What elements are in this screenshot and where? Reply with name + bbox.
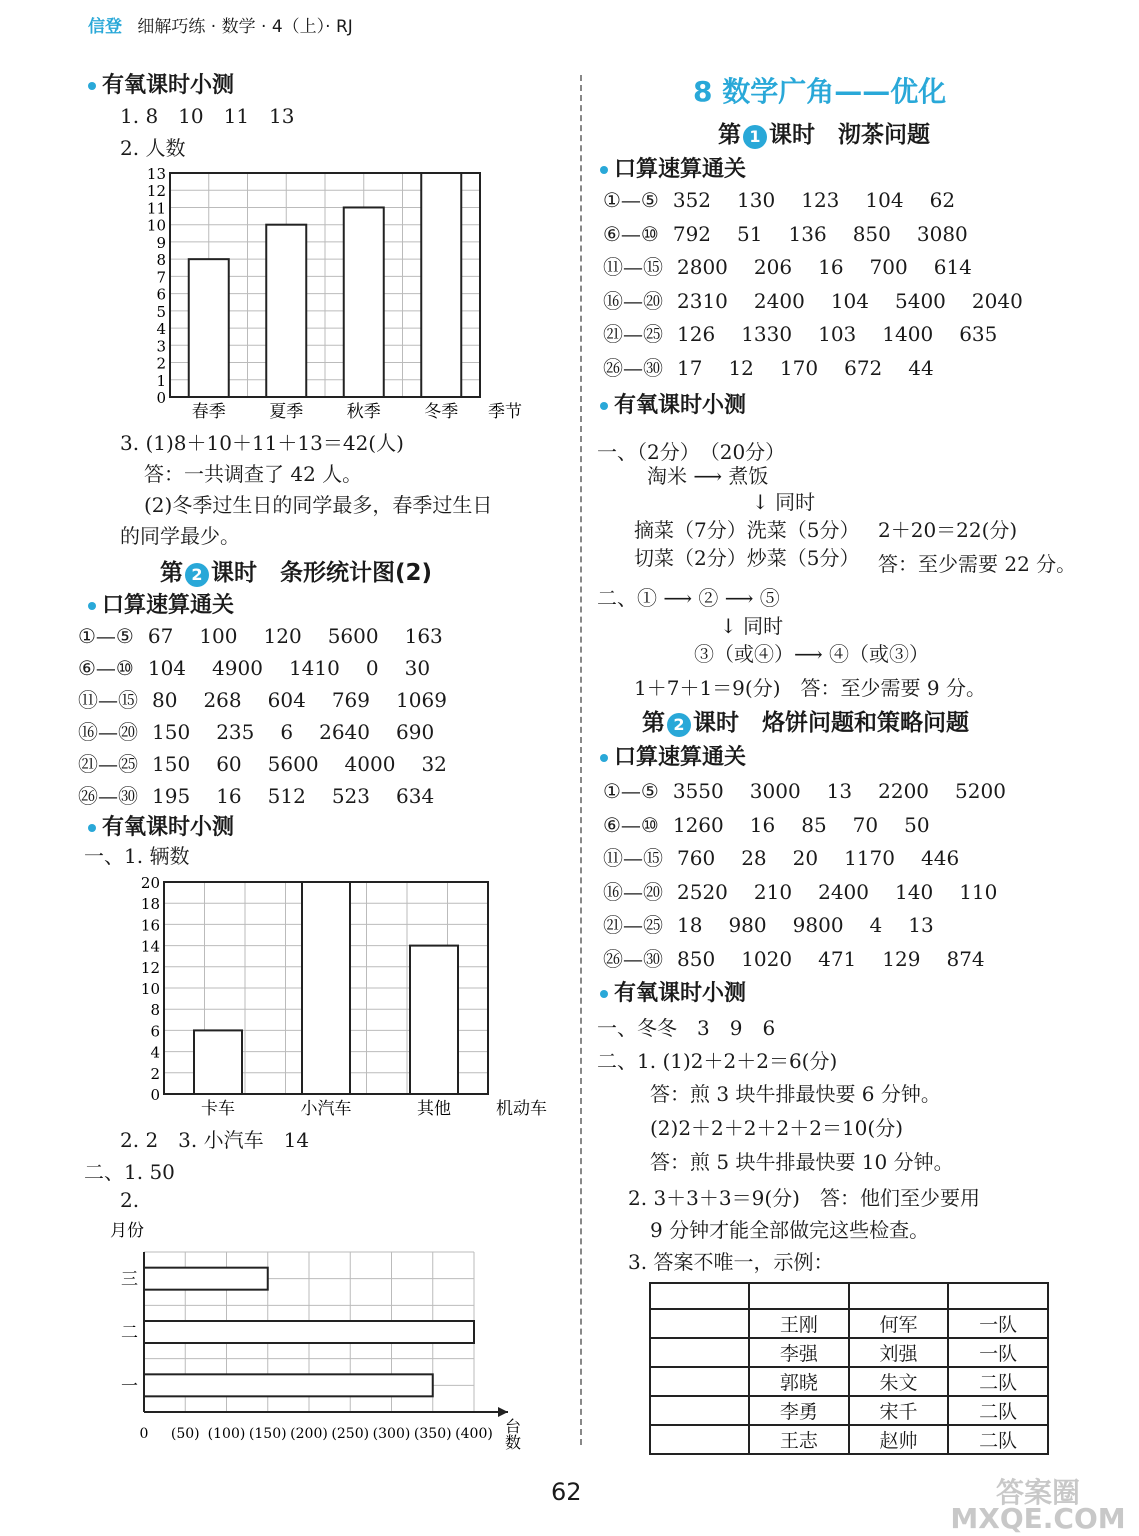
drill-value: 16 — [749, 812, 776, 837]
answer-line: 2. 3＋3＋3＝9(分) 答：他们至少要用 — [628, 1186, 980, 1210]
drill-row — [603, 285, 1049, 319]
drill-value: 120 — [263, 624, 302, 648]
lesson-prefix: 第 — [642, 710, 665, 736]
answer-line: 一、冬冬 3 9 6 — [597, 1016, 776, 1040]
table-cell — [849, 1283, 949, 1309]
drill-value: 210 — [753, 879, 793, 904]
drill-value: 1170 — [844, 846, 895, 871]
drill-row — [603, 909, 1032, 943]
drill-value: 140 — [895, 879, 934, 904]
drill-row — [603, 184, 1049, 218]
team-table — [649, 1282, 1049, 1455]
answer-line: 一、（2分） （20分） — [597, 440, 786, 464]
table-cell: 郭晓 — [749, 1367, 849, 1396]
x-tick-label: (250) — [331, 1426, 370, 1442]
y-tick-label: 5 — [156, 302, 166, 321]
answer-line: 一、1. 辆数 — [84, 844, 190, 868]
drill-value: 446 — [921, 846, 960, 871]
y-tick-label: 10 — [146, 216, 166, 235]
y-tick-label: 8 — [156, 251, 166, 270]
table-cell — [650, 1425, 749, 1454]
drill-label: ⑥—⑩ — [603, 221, 659, 246]
y-tick-label: 7 — [156, 268, 166, 287]
lesson-title — [718, 116, 930, 149]
drill-value: 2310 — [677, 288, 728, 313]
drill-label: ①—⑤ — [603, 779, 659, 803]
drill-value: 471 — [818, 946, 857, 971]
y-tick-label: 2 — [150, 1064, 160, 1083]
drill-value: 5400 — [895, 288, 946, 313]
drill-value: 634 — [396, 784, 435, 808]
watermark: 答案圈 MXQE.COM — [950, 1476, 1126, 1535]
drill-value: 352 — [672, 188, 712, 212]
answer-line: 答：至少需要 22 分。 — [878, 552, 1077, 576]
answer-line — [720, 610, 783, 639]
table-row — [650, 1309, 1048, 1338]
table-cell — [650, 1309, 749, 1338]
page-number: 62 — [551, 1478, 582, 1506]
table-cell: 宋千 — [849, 1396, 949, 1425]
drill-value: 2040 — [971, 288, 1023, 313]
drill-list — [603, 184, 1049, 386]
section-title: 口算速算通关 — [600, 740, 746, 771]
axis-arrow-icon — [498, 1407, 508, 1417]
drill-value: 12 — [728, 355, 754, 380]
y-tick-label: 0 — [156, 389, 166, 407]
answer-line: 答：煎 5 块牛排最快要 10 分钟。 — [650, 1150, 954, 1174]
x-tick-label: (400) — [455, 1426, 493, 1442]
table-cell — [650, 1338, 749, 1367]
y-tick-label: 12 — [146, 182, 166, 201]
drill-row — [603, 318, 1049, 352]
x-tick-label: (50) — [170, 1426, 200, 1442]
drill-value: 769 — [331, 688, 371, 712]
answer-line: 淘米 ⟶ 煮饭 — [647, 464, 769, 488]
table-cell: 一队 — [948, 1338, 1048, 1367]
drill-row — [603, 943, 1032, 977]
drill-value: 130 — [737, 188, 776, 212]
answer-line: 答：煎 3 块牛排最快要 6 分钟。 — [650, 1082, 941, 1106]
x-tick-label: 冬季 — [424, 402, 459, 422]
bar — [189, 259, 229, 397]
y-tick-label: 12 — [140, 958, 160, 977]
drill-value: 268 — [203, 688, 242, 712]
drill-value: 163 — [404, 624, 443, 648]
drill-value: 2800 — [677, 255, 728, 280]
table-cell: 二队 — [948, 1367, 1048, 1396]
bar — [302, 882, 350, 1094]
drill-value: 9800 — [792, 913, 844, 938]
drill-value: 2400 — [753, 288, 805, 313]
drill-value: 16 — [216, 784, 242, 808]
drill-value: 760 — [677, 846, 716, 871]
drill-label: ㉖—㉚ — [603, 355, 663, 380]
answer-line: 2. — [120, 1188, 140, 1212]
x-tick-label: (150) — [248, 1426, 287, 1442]
y-tick-label: 0 — [150, 1086, 160, 1104]
y-tick-label: 13 — [146, 165, 166, 183]
table-cell: 王刚 — [749, 1309, 849, 1338]
drill-value: 874 — [946, 946, 985, 971]
answer-line: 2＋20＝22(分) — [878, 518, 1018, 542]
drill-value: 20 — [792, 846, 819, 871]
drill-value: 4000 — [344, 752, 396, 776]
table-cell: 刘强 — [849, 1338, 949, 1367]
y-tick-label: 6 — [156, 285, 166, 304]
drill-value: 3550 — [672, 779, 724, 803]
drill-value: 0 — [365, 656, 379, 680]
drill-value: 792 — [672, 221, 712, 246]
drill-row — [603, 218, 1049, 252]
answer-line: 答：一共调查了 42 人。 — [144, 462, 363, 486]
x-axis-label: 季节 — [488, 402, 522, 422]
y-tick-label: 3 — [156, 337, 166, 356]
drill-value: 62 — [929, 188, 956, 212]
drill-value: 635 — [959, 322, 998, 347]
table-cell — [650, 1283, 749, 1309]
drill-row — [78, 780, 473, 812]
lesson-number: 1 — [743, 125, 767, 149]
bar — [144, 1374, 433, 1396]
answer-line: 二、1. 50 — [84, 1160, 175, 1184]
table-cell: 王志 — [749, 1425, 849, 1454]
lesson-prefix: 第 — [718, 122, 741, 148]
drill-label: ㉑—㉕ — [78, 752, 138, 776]
x-tick-label: (100) — [207, 1426, 246, 1442]
answer-line: 9 分钟才能全部做完这些检查。 — [650, 1218, 930, 1242]
section-title: 有氧课时小测 — [600, 388, 746, 419]
bar — [344, 207, 384, 397]
drill-label: ⑪—⑮ — [603, 255, 663, 280]
answer-line: 切菜（2分）炒菜（5分） — [634, 546, 860, 570]
answer-line: (2)2＋2＋2＋2＋2＝10(分) — [650, 1116, 904, 1140]
x-tick-label: 小汽车 — [300, 1099, 352, 1119]
table-cell: 二队 — [948, 1425, 1048, 1454]
drill-label: ⑯—⑳ — [78, 720, 138, 744]
table-cell: 一队 — [948, 1309, 1048, 1338]
answer-line: 的同学最少。 — [120, 524, 240, 548]
drill-label: ⑪—⑮ — [603, 846, 663, 871]
table-cell: 李强 — [749, 1338, 849, 1367]
y-tick-label: 2 — [156, 354, 166, 373]
answer-line: 摘菜（7分）洗菜（5分） — [634, 518, 860, 542]
drill-label: ①—⑤ — [78, 624, 134, 648]
answer-line: 2. 2 3. 小汽车 14 — [120, 1128, 310, 1152]
drill-value: 170 — [779, 355, 819, 380]
drill-value: 5600 — [267, 752, 319, 776]
drill-label: ⑪—⑮ — [78, 688, 138, 712]
section-title: 有氧课时小测 — [600, 976, 746, 1007]
drill-value: 104 — [830, 288, 869, 313]
section-title: 口算速算通关 — [600, 152, 746, 183]
table-cell: 赵帅 — [849, 1425, 949, 1454]
y-tick-label: 一 — [121, 1376, 138, 1397]
drill-row — [78, 684, 473, 716]
drill-value: 614 — [933, 255, 972, 280]
y-tick-label: 11 — [146, 199, 166, 218]
drill-label: ⑥—⑩ — [78, 656, 134, 680]
table-cell — [650, 1367, 749, 1396]
table-cell: 何军 — [849, 1309, 949, 1338]
drill-value: 44 — [908, 355, 934, 380]
y-tick-label: 14 — [140, 937, 160, 956]
lesson-number: 2 — [667, 713, 691, 737]
drill-value: 104 — [147, 656, 187, 680]
drill-value: 6 — [280, 720, 294, 744]
chart-months — [110, 1216, 530, 1448]
drill-value: 51 — [737, 221, 763, 246]
answer-line: 1＋7＋1＝9(分) 答：至少需要 9 分。 — [634, 676, 986, 700]
drill-label: ㉑—㉕ — [603, 913, 663, 938]
drill-value: 123 — [801, 188, 840, 212]
y-tick-label: 二 — [121, 1323, 138, 1343]
header — [88, 12, 353, 37]
answer-line: 2. 人数 — [120, 136, 186, 160]
table-cell — [948, 1283, 1048, 1309]
lesson-number: 2 — [185, 563, 209, 587]
x-tick-label: (350) — [413, 1426, 452, 1442]
drill-label: ⑯—⑳ — [603, 879, 663, 904]
drill-label: ㉖—㉚ — [603, 946, 663, 971]
drill-value: 206 — [753, 255, 793, 280]
table-row — [650, 1425, 1048, 1454]
drill-value: 5200 — [955, 779, 1006, 803]
lesson-name: 课时 沏茶问题 — [769, 122, 930, 148]
drill-value: 104 — [865, 188, 904, 212]
drill-value: 1020 — [741, 946, 793, 971]
drill-value: 13 — [826, 779, 853, 803]
drill-label: ㉑—㉕ — [603, 322, 663, 347]
y-tick-label: 1 — [156, 371, 166, 390]
y-tick-label: 18 — [140, 895, 160, 914]
drill-value: 2520 — [677, 879, 728, 904]
y-tick-label: 10 — [140, 980, 160, 998]
answer-line — [752, 486, 815, 515]
table-row — [650, 1338, 1048, 1367]
y-tick-label: 20 — [140, 874, 160, 892]
drill-value: 13 — [908, 913, 934, 938]
drill-row — [78, 652, 473, 684]
bar — [421, 173, 461, 397]
drill-value: 126 — [677, 322, 716, 347]
x-tick-label: 其他 — [417, 1099, 451, 1119]
drill-value: 5600 — [327, 624, 379, 648]
x-axis-label: 台数 — [502, 1418, 522, 1450]
drill-row — [78, 620, 473, 652]
table-row — [650, 1283, 1048, 1309]
table-cell: 李勇 — [749, 1396, 849, 1425]
drill-value: 70 — [852, 812, 879, 837]
drill-value: 16 — [818, 255, 844, 280]
drill-value: 690 — [396, 720, 435, 744]
y-tick-label: 16 — [140, 916, 160, 935]
drill-value: 700 — [869, 255, 908, 280]
drill-value: 67 — [147, 624, 174, 648]
lesson-name: 课时 条形统计图(2) — [211, 560, 433, 586]
drill-value: 850 — [677, 946, 716, 971]
drill-list — [78, 620, 473, 812]
drill-value: 129 — [882, 946, 921, 971]
chart-seasons — [140, 160, 550, 425]
logo: 信登 — [88, 17, 122, 37]
chapter-title: 8 数学广角——优化 — [693, 75, 947, 108]
drill-value: 235 — [216, 720, 255, 744]
drill-value: 150 — [152, 720, 191, 744]
lesson-title — [642, 704, 969, 737]
drill-value: 1330 — [741, 322, 793, 347]
table-cell: 朱文 — [849, 1367, 949, 1396]
table-row — [650, 1396, 1048, 1425]
x-tick-label: 卡车 — [201, 1099, 235, 1119]
header-title: 细解巧练 · 数学 · 4（上）· RJ — [137, 17, 353, 37]
y-tick-label: 8 — [150, 1001, 160, 1020]
x-tick-label: (200) — [290, 1426, 328, 1442]
drill-value: 50 — [904, 812, 930, 837]
drill-row — [78, 748, 473, 780]
drill-label: ⑥—⑩ — [603, 812, 659, 837]
drill-value: 136 — [788, 221, 827, 246]
drill-value: 1260 — [672, 812, 724, 837]
drill-value: 17 — [677, 355, 703, 380]
simultaneous-label: 同时 — [743, 614, 784, 638]
drill-value: 100 — [199, 624, 238, 648]
drill-value: 3000 — [749, 779, 801, 803]
drill-value: 2400 — [818, 879, 869, 904]
answer-line: 二、① ⟶ ② ⟶ ⑤ — [597, 586, 780, 610]
drill-value: 604 — [267, 688, 306, 712]
drill-value: 1400 — [882, 322, 934, 347]
drill-value: 512 — [267, 784, 306, 808]
drill-value: 2200 — [878, 779, 930, 803]
drill-value: 103 — [818, 322, 857, 347]
drill-row — [603, 775, 1032, 809]
table-cell — [650, 1396, 749, 1425]
section-title: 有氧课时小测 — [88, 810, 234, 841]
chart-vehicles — [130, 862, 547, 1120]
y-tick-label: 6 — [150, 1022, 160, 1041]
y-tick-label: 4 — [150, 1043, 160, 1062]
drill-value: 672 — [844, 355, 883, 380]
x-tick-label: 秋季 — [346, 402, 381, 422]
y-tick-label: 9 — [156, 233, 166, 252]
drill-value: 980 — [728, 913, 767, 938]
bar — [144, 1321, 474, 1343]
drill-list — [603, 775, 1032, 977]
drill-label: ⑯—⑳ — [603, 288, 663, 313]
drill-value: 110 — [959, 879, 998, 904]
drill-value: 3080 — [916, 221, 968, 246]
section-title: 有氧课时小测 — [88, 68, 234, 99]
drill-value: 28 — [741, 846, 767, 871]
lesson-prefix: 第 — [160, 560, 183, 586]
drill-label: ①—⑤ — [603, 188, 659, 212]
drill-value: 30 — [404, 656, 431, 680]
drill-value: 4900 — [212, 656, 263, 680]
lesson-name: 课时 烙饼问题和策略问题 — [693, 710, 969, 736]
drill-value: 4 — [869, 913, 883, 938]
x-axis-label: 机动车 — [496, 1099, 547, 1119]
drill-label: ㉖—㉚ — [78, 784, 138, 808]
simultaneous-label: 同时 — [775, 490, 816, 514]
answer-line: 1. 8 10 11 13 — [120, 104, 295, 128]
drill-value: 1069 — [396, 688, 447, 712]
drill-value: 1410 — [288, 656, 340, 680]
answer-line: ③（或④）⟶ ④（或③） — [694, 642, 930, 666]
bar — [410, 946, 458, 1094]
drill-row — [603, 352, 1049, 386]
y-tick-label: 三 — [121, 1269, 138, 1290]
table-cell: 二队 — [948, 1396, 1048, 1425]
drill-value: 150 — [152, 752, 191, 776]
drill-value: 523 — [331, 784, 371, 808]
answer-line: (2)冬季过生日的同学最多，春季过生日 — [144, 493, 493, 517]
drill-value: 850 — [852, 221, 891, 246]
x-tick-label: (300) — [372, 1426, 411, 1442]
x-tick-label: 夏季 — [269, 402, 304, 422]
drill-row — [603, 842, 1032, 876]
answer-line: 3. 答案不唯一，示例： — [628, 1250, 834, 1274]
table-cell — [749, 1283, 849, 1309]
drill-value: 85 — [801, 812, 827, 837]
section-title: 口算速算通关 — [88, 588, 234, 619]
down-arrow-icon: ↓ — [720, 614, 737, 638]
drill-row — [603, 809, 1032, 843]
drill-value: 32 — [421, 752, 447, 776]
drill-value: 2640 — [319, 720, 371, 744]
drill-row — [78, 716, 473, 748]
drill-value: 60 — [216, 752, 242, 776]
bar — [144, 1268, 268, 1290]
lesson-title — [160, 554, 432, 587]
drill-row — [603, 876, 1032, 910]
drill-value: 195 — [152, 784, 191, 808]
y-tick-label: 4 — [156, 320, 166, 339]
y-axis-label: 月份 — [110, 1221, 144, 1241]
down-arrow-icon: ↓ — [752, 490, 769, 514]
drill-value: 18 — [677, 913, 703, 938]
bar — [194, 1030, 242, 1094]
answer-line: 3. (1)8＋10＋11＋13＝42(人) — [120, 431, 404, 455]
x-tick-label: 0 — [139, 1426, 149, 1442]
drill-value: 80 — [152, 688, 178, 712]
table-row — [650, 1367, 1048, 1396]
column-divider — [580, 75, 582, 1445]
answer-line: 二、1. (1)2＋2＋2＝6(分) — [597, 1049, 838, 1073]
drill-row — [603, 251, 1049, 285]
bar — [266, 225, 306, 397]
x-tick-label: 春季 — [191, 402, 226, 422]
